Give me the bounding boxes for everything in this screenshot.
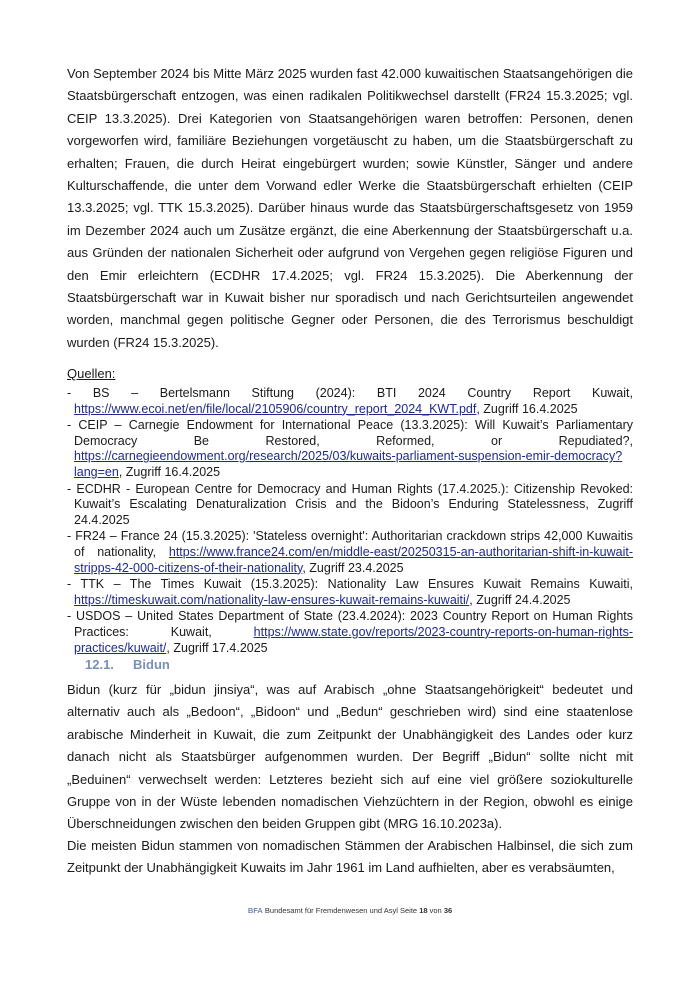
body-paragraph-2: Bidun (kurz für „bidun jinsiya“, was auf Arabisch „ohne Staatsangehörigkeit“ bedeutet und alternativ auch als „Bedoon“, „Bidoon“ und „Bedun“ geschrieben wird) sind eine staatenlose arabische Minderheit in Kuwait, die zum Zeitpunkt der Unabhängigkeit des Landes oder kurz danach nicht als Staatsbürger aufgenommen wurden. Der Begriff „Bidun“ sollte nicht mit „Beduinen“ verwechselt werden: Letzteres bezieht sich auf eine viel größere soziokulturelle Gruppe von in der Wüste lebenden nomadischen Viehzüchtern in der Region, obwohl es einige Überschneidungen zwischen den beiden Gruppen gibt (MRG 16.10.2023a). (67, 682, 633, 832)
source-suffix: , Zugriff 16.4.2025 (476, 401, 578, 416)
page-footer (0, 906, 700, 915)
source-text: USDOS – United States Department of State (23.4.2024): 2023 Country Report on Human Rights Practices: Kuwait, (74, 609, 633, 639)
section-number: 12.1. (85, 657, 114, 672)
source-item: - BS – Bertelsmann Stiftung (2024): BTI 2024 Country Report Kuwait, https://www.ecoi.net/en/file/local/2105906/country_report_2024_KWT.pdf, Zugriff 16.4.2025 (67, 386, 633, 416)
sources-heading: Quellen: (67, 366, 116, 381)
source-link[interactable]: https://www.france24.com/en/middle-east/20250315-an-authoritarian-shift-in-kuwait-stripps-42-000-citizens-of-their-nationality (74, 544, 633, 575)
source-link[interactable]: https://carnegieendowment.org/research/2025/03/kuwaits-parliament-suspension-emir-democracy?lang=en (74, 449, 623, 479)
source-suffix: , Zugriff 16.4.2025 (118, 464, 221, 479)
source-text: TTK – The Times Kuwait (15.3.2025): Nationality Law Ensures Kuwait Remains Kuwaiti, (80, 577, 633, 592)
source-text: BS – Bertelsmann Stiftung (2024): BTI 2024 Country Report Kuwait, (92, 386, 633, 400)
body-paragraph-1: Von September 2024 bis Mitte März 2025 wurden fast 42.000 kuwaitischen Staatsangehörigen die Staatsbürgerschaft entzogen, was einen radikalen Politikwechsel darstellt (FR24 15.3.2025; vgl. CEIP 13.3.2025). Drei Kategorien von Staatsangehörigen waren betroffen: Personen, denen vorgeworfen wird, familiäre Beziehungen vorgetäuscht zu haben, um die Staatsbürgerschaft zu erhalten; Frauen, die durch Heirat eingebürgert wurden; sowie Künstler, Sänger und andere Kulturschaffende, die unter dem Vorwand edler Werke die Staatsbürgerschaft erhielten (CEIP 13.3.2025; vgl. TTK 15.3.2025). Darüber hinaus wurde das Staatsbürgerschaftsgesetz von 1959 im Dezember 2024 auch um Zusätze ergänzt, die eine Aberkennung der Staatsbürgerschaft u.a. aus Gründen der nationalen Sicherheit oder aufgrund von Vergehen gegen religiöse Figuren und den Emir erleichtern (ECDHR 17.4.2025; vgl. FR24 15.3.2025). Die Aberkennung der Staatsbürgerschaft war in Kuwait bisher nur sporadisch und nach Gerichtsurteilen angewendet worden, manchmal gegen politische Gegner oder Personen, die des Terrorismus beschuldigt wurden (FR24 15.3.2025). (67, 66, 633, 350)
source-item: - CEIP – Carnegie Endowment for International Peace (13.3.2025): Will Kuwait’s Parliamentary Democracy Be Restored, Reformed, or Repudiated?, https://carnegieendowment.org/research/2025/03/kuwaits-parliament-suspension-emir-democracy?lang=en, Zugriff 16.4.2025 (67, 418, 633, 479)
body-paragraph-3: Die meisten Bidun stammen von nomadischen Stämmen der Arabischen Halbinsel, die sich zum Zeitpunkt der Unabhängigkeit Kuwaits im Jahr 1961 im Land aufhielten, aber es verabsäumten, (67, 838, 633, 876)
footer-org: Bundesamt für Fremdenwesen und Asyl (264, 906, 398, 915)
bfa-logo: BFA (247, 906, 263, 915)
section-heading (85, 656, 170, 674)
sources-list (67, 386, 633, 657)
footer-page-total: 36 (443, 906, 453, 915)
source-item: - ECDHR - European Centre for Democracy and Human Rights (17.4.2025.): Citizenship Revoked: Kuwait’s Escalating Denaturalization Crisis and the Bidoon’s Enduring Statelessness, Zugriff 24.4.2025 (67, 481, 633, 527)
source-text: ECDHR - European Centre for Democracy and Human Rights (17.4.2025.): Citizenship Revoked: Kuwait’s Escalating Denaturalization Crisis and the Bidoon’s Enduring Statelessness, Zugriff 24.4.2025 (74, 481, 633, 527)
source-item: - FR24 – France 24 (15.3.2025): 'Stateless overnight': Authoritarian crackdown strips 42,000 Kuwaitis of nationality, https://www.france24.com/en/middle-east/20250315-an-authoritarian-shift-in-kuwait-stripps-42-000-citizens-of-their-nationality, Zugriff 23.4.2025 (67, 529, 633, 575)
source-suffix: , Zugriff 17.4.2025 (166, 640, 268, 655)
source-link[interactable]: https://www.state.gov/reports/2023-country-reports-on-human-rights-practices/kuwait/ (74, 624, 633, 655)
source-item: - TTK – The Times Kuwait (15.3.2025): Nationality Law Ensures Kuwait Remains Kuwaiti, https://timeskuwait.com/nationality-law-ensures-kuwait-remains-kuwaiti/, Zugriff 24.4.2025 (67, 577, 633, 607)
source-suffix: , Zugriff 23.4.2025 (302, 560, 404, 575)
footer-page-label: Seite (400, 906, 418, 915)
source-item: - USDOS – United States Department of State (23.4.2024): 2023 Country Report on Human Rights Practices: Kuwait, https://www.state.gov/reports/2023-country-reports-on-human-rights-practices/kuwait/, Zugriff 17.4.2025 (67, 609, 633, 655)
source-text: FR24 – France 24 (15.3.2025): 'Stateless overnight': Authoritarian crackdown strips 42,000 Kuwaitis of nationality, (74, 529, 633, 559)
source-link[interactable]: https://timeskuwait.com/nationality-law-ensures-kuwait-remains-kuwaiti/ (74, 592, 470, 607)
source-suffix: , Zugriff 24.4.2025 (469, 592, 571, 607)
section-title: Bidun (133, 657, 170, 672)
source-text: CEIP – Carnegie Endowment for International Peace (13.3.2025): Will Kuwait’s Parliamentary Democracy Be Restored, Reformed, or Repudiated?, (74, 418, 633, 448)
source-link[interactable]: https://www.ecoi.net/en/file/local/2105906/country_report_2024_KWT.pdf (74, 401, 477, 416)
footer-of-label: von (429, 906, 442, 915)
footer-page-number: 18 (419, 906, 428, 915)
